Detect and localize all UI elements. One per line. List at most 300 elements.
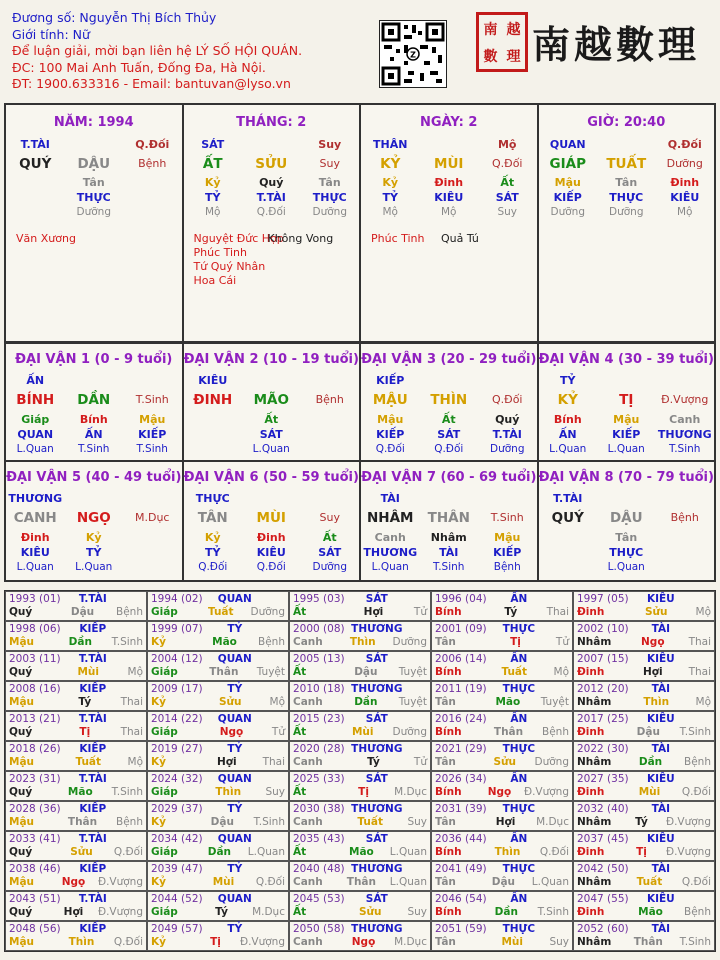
year-cell	[289, 621, 431, 651]
dai-van-phase-1: Q.Đối	[434, 443, 464, 455]
year-stem: Quý	[9, 726, 33, 738]
year-star: SÁT	[365, 653, 388, 665]
year-label: 2017 (25)	[577, 713, 629, 725]
pillar-stem-branch-1: TUẤT	[606, 156, 647, 172]
year-branch: Mão	[638, 906, 663, 918]
year-branch: Mùi	[501, 936, 523, 948]
pillar-hidden-star-2: KIÊU	[670, 191, 700, 204]
year-star: SÁT	[365, 773, 388, 785]
pillar-phase-2: Mộ	[677, 206, 693, 218]
dai-van-title: ĐẠI VẬN 7 (60 - 69 tuổi)	[361, 470, 537, 485]
year-branch: Ngọ	[641, 636, 665, 648]
year-stem: Ất	[293, 906, 307, 918]
year-cell	[431, 711, 573, 741]
dai-van-star-1	[420, 373, 479, 388]
dai-van-stem-branch-2: T.Sinh	[135, 393, 169, 406]
dai-van-star-1	[65, 491, 124, 506]
year-phase: Bệnh	[258, 636, 285, 648]
dai-van-hidden-stem-1: Kỷ	[85, 531, 102, 544]
dai-van-stem-branch-2: Bệnh	[315, 393, 344, 406]
year-star: SÁT	[365, 713, 388, 725]
year-phase: Tuyệt	[540, 696, 569, 708]
dai-van-stem-branch-1: MÙI	[256, 510, 286, 526]
year-phase: T.Sinh	[253, 816, 285, 828]
pillar-hidden-stem-2: Tân	[318, 176, 341, 189]
dai-van-hidden-stem-0: Mậu	[377, 413, 404, 426]
year-cell	[573, 681, 715, 711]
year-phase: Mộ	[695, 696, 711, 708]
dai-van-hidden-star-2: KIẾP	[138, 428, 167, 441]
year-label: 1994 (02)	[151, 593, 203, 605]
year-cell	[431, 591, 573, 621]
year-branch: Hợi	[63, 906, 84, 918]
year-label: 2016 (24)	[435, 713, 487, 725]
year-phase: T.Sinh	[537, 906, 569, 918]
dai-van-stem-branch-1: DẦN	[77, 392, 111, 408]
year-stem: Quý	[9, 786, 33, 798]
year-stem: Bính	[435, 846, 462, 858]
pillar-hidden-star-2	[123, 190, 182, 205]
dai-van-hidden-star-0	[184, 427, 243, 442]
year-cell	[573, 861, 715, 891]
pillar-star-2: Mộ	[497, 138, 517, 151]
year-branch: Mão	[212, 636, 237, 648]
year-phase: Đ.Vượng	[523, 786, 569, 798]
year-label: 2015 (23)	[293, 713, 345, 725]
year-phase: Q.Đối	[681, 876, 711, 888]
year-label: 2028 (36)	[9, 803, 61, 815]
year-cell	[147, 621, 289, 651]
year-cell	[289, 741, 431, 771]
dai-van-stem-branch-0: QUÝ	[551, 510, 584, 526]
dai-van-hidden-star-2: KIẾP	[493, 546, 522, 559]
pillar-sao: Phúc Tinh	[371, 232, 425, 245]
year-stem: Bính	[435, 906, 462, 918]
year-star: KIÊU	[646, 833, 675, 845]
dai-van-star-2	[123, 373, 182, 388]
dai-van-stem-branch-2: T.Sinh	[490, 511, 524, 524]
year-star: THỰC	[502, 923, 536, 935]
dai-van-hidden-stem-2: Ất	[322, 531, 337, 544]
dai-van-cell	[5, 343, 183, 461]
year-star: SÁT	[365, 833, 388, 845]
dai-van-star-1	[242, 373, 301, 388]
year-branch: Mùi	[351, 726, 374, 738]
year-label: 2010 (18)	[293, 683, 345, 695]
year-cell	[289, 801, 431, 831]
year-stem: Quý	[9, 846, 33, 858]
pillar-hidden-stem-2	[123, 175, 182, 190]
dai-van-stem-branch-2: Bệnh	[670, 511, 699, 524]
year-label: 2050 (58)	[293, 923, 345, 935]
year-cell	[573, 891, 715, 921]
dai-van-hidden-stem-2: Mậu	[139, 413, 166, 426]
year-stem: Tân	[435, 636, 456, 648]
phone-email-line[interactable]: ĐT: 1900.633316 - Email: bantuvan@lyso.vn	[12, 76, 291, 91]
year-star: KIẾP	[79, 803, 107, 815]
year-stem: Mậu	[9, 756, 35, 768]
dai-van-title: ĐẠI VẬN 3 (20 - 29 tuổi)	[361, 352, 537, 367]
year-cell	[147, 891, 289, 921]
year-cell	[431, 801, 573, 831]
dai-van-star-2	[301, 373, 360, 388]
dai-van-stem-branch-0: KỶ	[557, 392, 578, 408]
year-star: TÀI	[651, 803, 670, 815]
dai-van-stem-branch-1: TỊ	[619, 392, 634, 408]
dai-van-hidden-stem-2	[656, 530, 715, 545]
year-stem: Nhâm	[577, 756, 612, 768]
year-label: 2022 (30)	[577, 743, 629, 755]
year-star: TÀI	[651, 923, 670, 935]
year-branch: Thìn	[68, 936, 95, 948]
year-phase: Suy	[265, 786, 285, 798]
year-stem: Tân	[435, 876, 456, 888]
dai-van-stem-branch-0: TÂN	[197, 510, 228, 526]
pillar-stem-branch-0: ẤT	[202, 156, 223, 172]
year-stem: Ất	[293, 666, 307, 678]
dai-van-hidden-stem-2: Quý	[495, 413, 520, 426]
dai-van-table	[4, 342, 716, 582]
qr-code	[379, 20, 447, 88]
year-branch: Dần	[638, 756, 663, 768]
year-star: T.TÀI	[78, 773, 107, 785]
year-label: 2042 (50)	[577, 863, 629, 875]
year-branch: Tý	[367, 756, 380, 768]
year-label: 2038 (46)	[9, 863, 61, 875]
pillar-phase-2	[123, 205, 182, 220]
year-label: 2014 (22)	[151, 713, 203, 725]
year-phase: Đ.Vượng	[239, 936, 285, 948]
year-stem: Canh	[293, 816, 323, 828]
year-phase: T.Sinh	[111, 786, 143, 798]
year-label: 2023 (31)	[9, 773, 61, 785]
dai-van-phase-1: T.Sinh	[433, 561, 465, 573]
year-label: 2000 (08)	[293, 623, 345, 635]
year-branch: Sửu	[70, 846, 93, 858]
year-branch: Thân	[633, 936, 663, 948]
year-branch: Dậu	[354, 666, 378, 678]
year-phase: Dưỡng	[392, 636, 427, 648]
dai-van-stem-branch-1: NGỌ	[76, 510, 111, 526]
year-cell	[5, 771, 147, 801]
year-branch: Tý	[78, 696, 92, 708]
year-phase: Q.Đối	[113, 846, 143, 858]
year-star: THƯƠNG	[351, 863, 403, 875]
year-stem: Nhâm	[577, 636, 612, 648]
dai-van-star-2	[123, 491, 182, 506]
pillar-hidden-stem-0: Kỷ	[204, 176, 221, 189]
dai-van-phase-2: Bệnh	[493, 561, 521, 573]
year-cell	[431, 651, 573, 681]
year-cell	[289, 831, 431, 861]
dai-van-hidden-star-0	[539, 545, 598, 560]
year-star: T.TÀI	[78, 893, 107, 905]
year-stem: Giáp	[151, 606, 178, 618]
pillar-title: NGÀY: 2	[420, 115, 478, 130]
year-branch: Thìn	[349, 636, 376, 648]
year-branch: Tuất	[207, 606, 234, 618]
year-stem: Giáp	[151, 786, 178, 798]
dai-van-title: ĐẠI VẬN 4 (30 - 39 tuổi)	[538, 352, 714, 367]
dai-van-hidden-stem-0: Giáp	[21, 413, 50, 426]
year-branch: Ngọ	[351, 936, 376, 948]
year-branch: Dần	[207, 846, 232, 858]
year-cell	[289, 921, 431, 951]
year-branch: Tý	[504, 606, 518, 618]
year-branch: Tuất	[75, 756, 102, 768]
year-cell	[147, 861, 289, 891]
pillar-star-0: QUAN	[549, 138, 586, 151]
dai-van-stem-branch-1: THÌN	[430, 392, 468, 408]
year-stem: Mậu	[9, 636, 35, 648]
year-stem: Nhâm	[577, 696, 612, 708]
dai-van-hidden-star-1: KIẾP	[612, 428, 641, 441]
year-phase: Đ.Vượng	[665, 846, 711, 858]
year-phase: Bệnh	[542, 726, 569, 738]
dai-van-cell	[183, 461, 361, 581]
year-branch: Mão	[349, 846, 374, 858]
year-stem: Mậu	[9, 876, 35, 888]
year-phase: Dưỡng	[534, 756, 569, 768]
dai-van-stem-branch-2: Đ.Vượng	[661, 393, 709, 406]
dai-van-hidden-star-1: THỰC	[609, 546, 644, 559]
year-phase: Đ.Vượng	[97, 906, 143, 918]
year-stem: Đinh	[577, 906, 605, 918]
owner-name: Đương số: Nguyễn Thị Bích Thủy	[12, 10, 217, 25]
year-star: THỰC	[502, 623, 536, 635]
year-star: T.TÀI	[78, 713, 107, 725]
year-star: TỶ	[227, 803, 243, 815]
pillar-sao: Nguyệt Đức Hợp	[193, 232, 284, 245]
year-label: 2011 (19)	[435, 683, 487, 695]
dai-van-stem-branch-0: CANH	[13, 510, 57, 526]
year-phase: Bệnh	[116, 816, 143, 828]
year-branch: Thìn	[643, 696, 670, 708]
dai-van-hidden-star-1: KIÊU	[256, 546, 286, 559]
dai-van-phase-0: Q.Đối	[375, 443, 405, 455]
dai-van-star-0: KIÊU	[198, 374, 228, 387]
year-star: SÁT	[365, 893, 388, 905]
year-label: 2035 (43)	[293, 833, 345, 845]
dai-van-star-1	[597, 373, 656, 388]
year-phase: Mộ	[553, 666, 569, 678]
svg-text:Z: Z	[410, 50, 416, 60]
year-label: 2039 (47)	[151, 863, 203, 875]
dai-van-hidden-stem-1: Bính	[79, 413, 108, 426]
dai-van-hidden-star-1: SÁT	[259, 428, 283, 441]
dai-van-phase-0	[184, 442, 243, 457]
year-star: TÀI	[651, 743, 670, 755]
dai-van-hidden-stem-2	[123, 530, 182, 545]
year-label: 2031 (39)	[435, 803, 487, 815]
dai-van-phase-1: L.Quan	[607, 443, 645, 455]
dai-van-hidden-stem-1: Mậu	[613, 413, 640, 426]
dai-van-cell	[538, 461, 716, 581]
year-star: TÀI	[651, 683, 670, 695]
year-branch: Sửu	[358, 906, 382, 918]
dai-van-stem-branch-0: ĐINH	[193, 392, 233, 408]
year-label: 2047 (55)	[577, 893, 629, 905]
year-stem: Ất	[293, 846, 307, 858]
pillar-hidden-stem-1: Tân	[615, 176, 638, 189]
year-label: 2037 (45)	[577, 833, 629, 845]
year-stem: Quý	[9, 606, 33, 618]
dai-van-stem-branch-0: BÍNH	[16, 392, 55, 408]
year-branch: Mùi	[212, 876, 235, 888]
dai-van-star-2	[656, 373, 715, 388]
year-cell	[289, 681, 431, 711]
year-stem: Mậu	[9, 816, 35, 828]
year-phase: Bệnh	[684, 906, 711, 918]
year-cell	[289, 711, 431, 741]
year-branch: Tị	[358, 786, 369, 798]
pillar-sao: Văn Xương	[16, 232, 76, 245]
year-label: 2020 (28)	[293, 743, 345, 755]
year-cell	[147, 921, 289, 951]
pillar-phase-0: Mộ	[205, 206, 221, 218]
dai-van-phase-1: Q.Đối	[256, 561, 286, 573]
year-stem: Đinh	[577, 786, 605, 798]
year-phase: Tuyệt	[398, 696, 427, 708]
brand-logo-text: 南越數理	[532, 22, 701, 67]
year-phase: Thai	[688, 636, 711, 648]
year-cell	[431, 891, 573, 921]
year-stem: Kỷ	[151, 936, 166, 948]
year-star: KIẾP	[79, 863, 107, 875]
pillar-cell	[360, 104, 538, 342]
year-star: QUAN	[217, 893, 252, 905]
year-label: 1997 (05)	[577, 593, 629, 605]
dai-van-star-0: KIẾP	[376, 374, 405, 387]
dai-van-hidden-star-2: THƯƠNG	[657, 428, 712, 441]
pillar-phase-1: Mộ	[441, 206, 457, 218]
pillar-hidden-stem-2: Đinh	[670, 176, 700, 189]
pillar-phase-2: Dưỡng	[312, 206, 347, 218]
dai-van-hidden-stem-1: Tân	[615, 531, 638, 544]
pillar-stem-branch-0: GIÁP	[549, 156, 586, 172]
year-star: TỶ	[227, 623, 243, 635]
year-star: TỶ	[227, 863, 243, 875]
dai-van-star-0: T.TÀI	[553, 492, 583, 505]
year-cell	[5, 681, 147, 711]
year-branch: Tuất	[636, 876, 663, 888]
pillar-hidden-stem-1: Đinh	[434, 176, 464, 189]
year-stem: Ất	[293, 726, 307, 738]
year-stem: Đinh	[577, 726, 605, 738]
year-phase: Q.Đối	[539, 846, 569, 858]
year-cell	[431, 921, 573, 951]
year-phase: Q.Đối	[681, 786, 711, 798]
year-branch: Dậu	[70, 606, 95, 618]
dai-van-phase-2: Dưỡng	[312, 561, 347, 573]
year-cell	[573, 801, 715, 831]
year-star: TÀI	[651, 623, 670, 635]
year-cell	[147, 711, 289, 741]
pillar-stem-branch-0: KỶ	[380, 156, 401, 172]
year-phase: M.Dục	[394, 786, 427, 798]
year-cell	[5, 741, 147, 771]
contact-line: Để luận giải, mời bạn liên hệ LÝ SỐ HỘI QUÁN.	[12, 43, 303, 58]
dai-van-hidden-star-0: THƯƠNG	[363, 546, 418, 559]
year-phase: Dưỡng	[392, 726, 427, 738]
dai-van-phase-0	[539, 560, 598, 575]
year-label: 2024 (32)	[151, 773, 203, 785]
year-stem: Ất	[293, 606, 307, 618]
year-stem: Giáp	[151, 906, 178, 918]
year-branch: Mùi	[638, 786, 661, 798]
year-branch: Hợi	[216, 756, 237, 768]
dai-van-star-2	[656, 491, 715, 506]
dai-van-stem-branch-0: MẬU	[372, 392, 408, 408]
year-cell	[573, 591, 715, 621]
pillar-hidden-stem-0: Mậu	[554, 176, 581, 189]
year-star: ẤN	[510, 593, 528, 605]
year-label: 2018 (26)	[9, 743, 61, 755]
dai-van-hidden-stem-0: Kỷ	[204, 531, 221, 544]
year-stem: Bính	[435, 786, 462, 798]
pillar-stem-branch-2: Q.Đối	[492, 157, 523, 170]
year-label: 2029 (37)	[151, 803, 203, 815]
dai-van-star-0: TÀI	[380, 492, 400, 505]
pillar-sao: Hoa Cái	[193, 274, 237, 287]
year-star: TỶ	[227, 683, 243, 695]
year-label: 2040 (48)	[293, 863, 345, 875]
year-label: 2019 (27)	[151, 743, 203, 755]
year-phase: Q.Đối	[113, 936, 143, 948]
year-star: QUAN	[217, 833, 252, 845]
year-label: 2009 (17)	[151, 683, 203, 695]
pillar-hidden-stem-0	[6, 175, 65, 190]
year-branch: Tị	[210, 936, 221, 948]
year-star: THƯƠNG	[351, 923, 403, 935]
dai-van-star-2	[301, 491, 360, 506]
year-label: 2005 (13)	[293, 653, 345, 665]
dai-van-hidden-stem-1: Ất	[264, 413, 279, 426]
year-stem: Đinh	[577, 606, 605, 618]
year-stem: Ất	[293, 786, 307, 798]
dai-van-star-0: THƯƠNG	[8, 492, 63, 505]
year-branch: Tị	[510, 636, 521, 648]
dai-van-phase-0: L.Quan	[16, 561, 54, 573]
pillar-sao-bad: Quả Tú	[441, 232, 479, 245]
year-branch: Sửu	[645, 606, 668, 618]
annual-luck-table	[4, 590, 716, 952]
dai-van-title: ĐẠI VẬN 2 (10 - 19 tuổi)	[183, 352, 359, 367]
year-stem: Kỷ	[151, 876, 166, 888]
year-branch: Ngọ	[487, 786, 512, 798]
year-phase: M.Dục	[394, 936, 427, 948]
dai-van-hidden-stem-2: Mậu	[494, 531, 521, 544]
pillar-hidden-stem-0: Kỷ	[382, 176, 399, 189]
dai-van-hidden-star-2: SÁT	[318, 546, 342, 559]
year-phase: L.Quan	[389, 846, 427, 858]
year-stem: Canh	[293, 876, 323, 888]
dai-van-phase-0: L.Quan	[371, 561, 409, 573]
year-phase: L.Quan	[389, 876, 427, 888]
year-branch: Sửu	[219, 696, 242, 708]
year-stem: Giáp	[151, 666, 178, 678]
year-phase: Tử	[555, 636, 569, 648]
year-branch: Mùi	[77, 666, 100, 678]
year-label: 2049 (57)	[151, 923, 203, 935]
pillar-stem-branch-1: MÙI	[434, 156, 464, 172]
year-branch: Mão	[67, 786, 93, 798]
pillar-stem-branch-1: SỬU	[255, 156, 288, 172]
year-phase: Đ.Vượng	[665, 816, 711, 828]
year-stem: Quý	[9, 666, 33, 678]
year-star: THƯƠNG	[351, 623, 403, 635]
dai-van-cell	[360, 343, 538, 461]
